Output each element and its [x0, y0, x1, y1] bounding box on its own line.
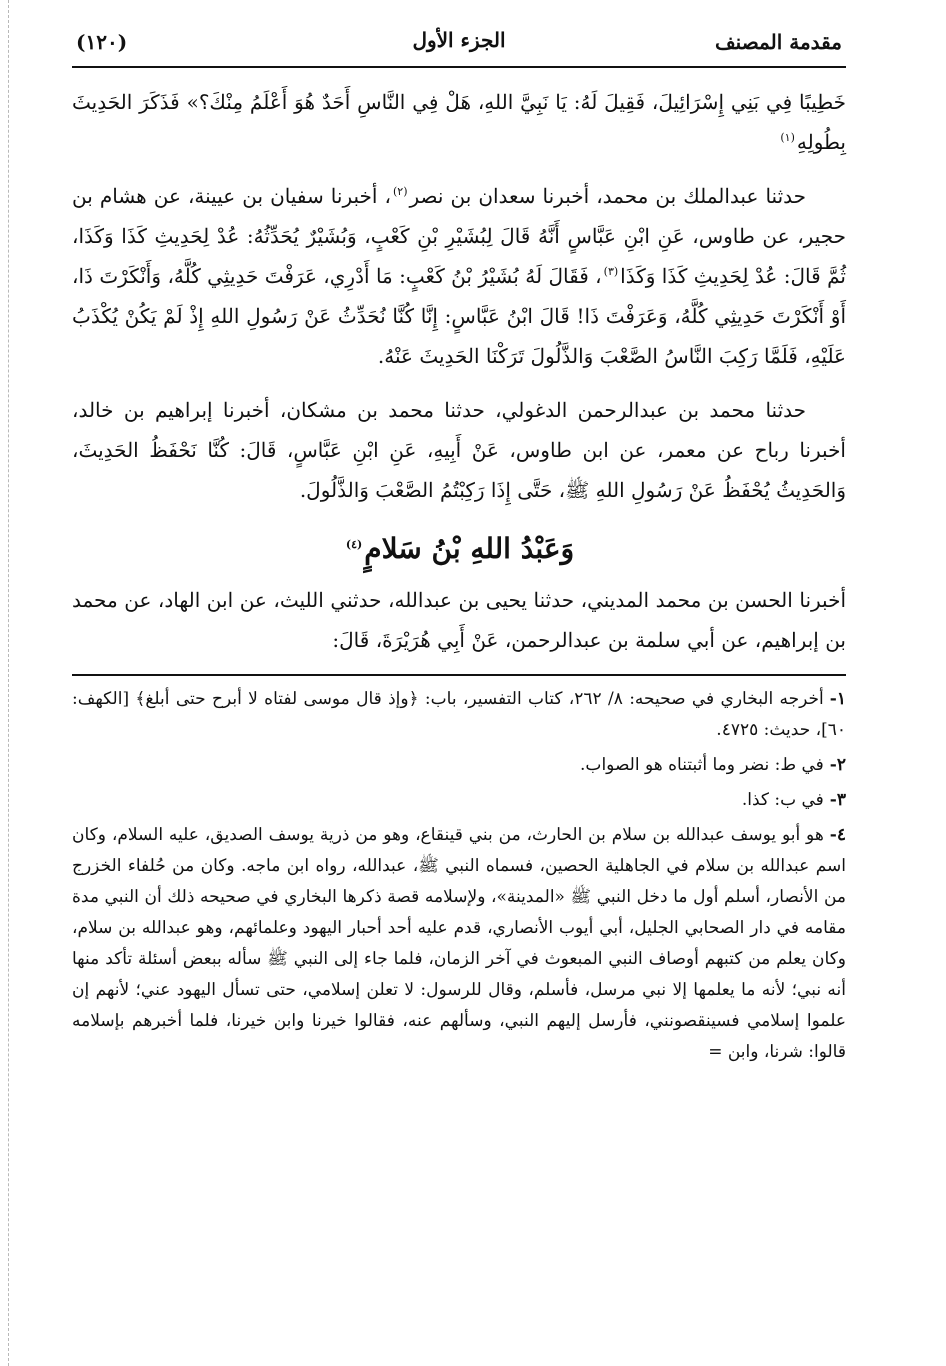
section-heading-text: وَعَبْدُ اللهِ بْنُ سَلامٍ	[364, 532, 575, 565]
paragraph-1-text: خَطِيبًا فِي بَنِي إِسْرَائِيلَ، فَقِيلَ لَهُ: يَا نَبِيَّ اللهِ، هَلْ فِي النَّاسِ أَحَدٌ هُوَ أَعْلَمُ مِنْكَ؟» فَذَكَرَ الحَدِيثَ بِطُولِهِ	[72, 90, 846, 154]
page-edge-line	[8, 0, 9, 1366]
footnote-2	[72, 750, 846, 781]
paragraph-2-text-c: ، فَقَالَ لَهُ بُشَيْرُ بْنُ كَعْبٍ: مَا أَدْرِي، عَرَفْتَ حَدِيثِي كُلَّهُ، وَأَنْكَرْتَ ذَا، أَوْ أَنْكَرْتَ حَدِيثِي كُلَّهُ، وَعَرَفْتَ ذَا! قَالَ ابْنُ عَبَّاسٍ: إِنَّا كُنَّا نُحَدِّثُ عَنْ رَسُولِ اللهِ إِذْ لَمْ يَكُنْ يُكْذَبُ عَلَيْهِ، فَلَمَّا رَكِبَ النَّاسُ الصَّعْبَ وَالذَّلُولَ تَرَكْنَا الحَدِيثَ عَنْهُ.	[72, 264, 846, 368]
footnotes	[72, 684, 846, 1068]
footnote-label: ١-	[829, 689, 846, 709]
footnote-label: ٣-	[829, 790, 846, 810]
section-heading	[72, 524, 846, 574]
book-page	[72, 26, 846, 1356]
footnote-divider	[72, 674, 846, 676]
footnote-label: ٢-	[829, 755, 846, 775]
paragraph-4: أخبرنا الحسن بن محمد المديني، حدثنا يحيى بن عبدالله، حدثني الليث، عن ابن الهاد، عن محمد بن إبراهيم، عن أبي سلمة بن عبدالرحمن، عَنْ أَبِي هُرَيْرَةَ، قَالَ:	[72, 588, 846, 652]
footnote-ref-1: (١)	[780, 131, 795, 145]
footnote-4	[72, 820, 846, 1068]
paragraph-2-text-b: ، أخبرنا سفيان بن عيينة، عن هشام بن حجير، عن طاوس، عَنِ ابْنِ عَبَّاسٍ أَنَّهُ قَالَ لِبُشَيْرِ بْنِ كَعْبٍ، وَبُشَيْرٌ يُحَدِّثُهُ: عُدْ لِحَدِيثِ كَذَا وَكَذَا، ثُمَّ قَالَ: عُدْ لِحَدِيثِ كَذَا وَكَذَا	[72, 184, 846, 288]
footnote-ref-3: (٣)	[603, 265, 619, 279]
footnote-text: في ب: كذا.	[741, 790, 824, 810]
footnote-3	[72, 785, 846, 816]
page-number: (١٢٠)	[76, 30, 128, 54]
page-header	[72, 26, 846, 68]
footnote-text: هو أبو يوسف عبدالله بن سلام بن الحارث، من بني قينقاع، وهو من ذرية يوسف الصديق، عليه السلام، وكان اسم عبدالله بن سلام في الجاهلية الحصين، فسماه النبي ﷺ، عبدالله، رواه ابن ماجه. وكان من حُلفاء الخزرج من الأنصار، أسلم أول ما دخل النبي ﷺ «المدينة»، ولإسلامه قصة ذكرها البخاري في صحيحه ذلك أن النبي مدة مقامه في دار الصحابي الجليل، أبي أيوب الأنصاري، قدم عليه أحد أحبار اليهود وعلمائهم، وهو عبدالله بن سلام، وكان يعلم من كتبهم أوصاف النبي المبعوث في آخر الزمان، فلما جاء إلى النبي ﷺ سأله ببعض أسئلة تأكد منها أنه نبي؛ لأنه ما يعلمها إلا نبي مرسل، فأسلم، وقال للرسول: لا تعلن إسلامي، حتى تسأل اليهود عني؛ لأنهم إن علموا إسلامي فسينقصونني، فأرسل إليهم النبي، وسألهم عنه، فقالوا خيرنا وابن خيرنا، فلما أخبرهم بإسلامه قالوا: شرنا، وابن =	[72, 825, 846, 1062]
footnote-text: في ط: نضر وما أثبتناه هو الصواب.	[580, 755, 824, 775]
paragraph-2	[72, 176, 846, 376]
volume-title: الجزء الأول	[412, 28, 506, 52]
footnote-text: أخرجه البخاري في صحيحه: ٨/ ٢٦٢، كتاب التفسير، باب: ﴿وإذ قال موسى لفتاه لا أبرح حتى أبلغ﴾ [الكهف: ٦٠]، حديث: ٤٧٢٥.	[72, 689, 846, 740]
paragraph-1	[72, 82, 846, 162]
footnote-1	[72, 684, 846, 746]
footnote-ref-2: (٢)	[392, 185, 408, 199]
paragraph-3: حدثنا محمد بن عبدالرحمن الدغولي، حدثنا محمد بن مشكان، أخبرنا إبراهيم بن خالد، أخبرنا رباح عن معمر، عن ابن طاوس، عَنْ أَبِيهِ، عَنِ ابْنِ عَبَّاسٍ، قَالَ: كُنَّا نَحْفَظُ الحَدِيثَ، وَالحَدِيثُ يُحْفَظُ عَنْ رَسُولِ اللهِ ﷺ، حَتَّى إِذَا رَكِبْتُمُ الصَّعْبَ وَالذَّلُولَ.	[72, 398, 846, 502]
section-title: مقدمة المصنف	[714, 30, 842, 54]
paragraph-2-text-a: حدثنا عبدالملك بن محمد، أخبرنا سعدان بن نصر	[409, 184, 806, 208]
footnote-label: ٤-	[829, 825, 846, 845]
main-text	[72, 82, 846, 660]
footnote-ref-4: (٤)	[345, 537, 363, 551]
